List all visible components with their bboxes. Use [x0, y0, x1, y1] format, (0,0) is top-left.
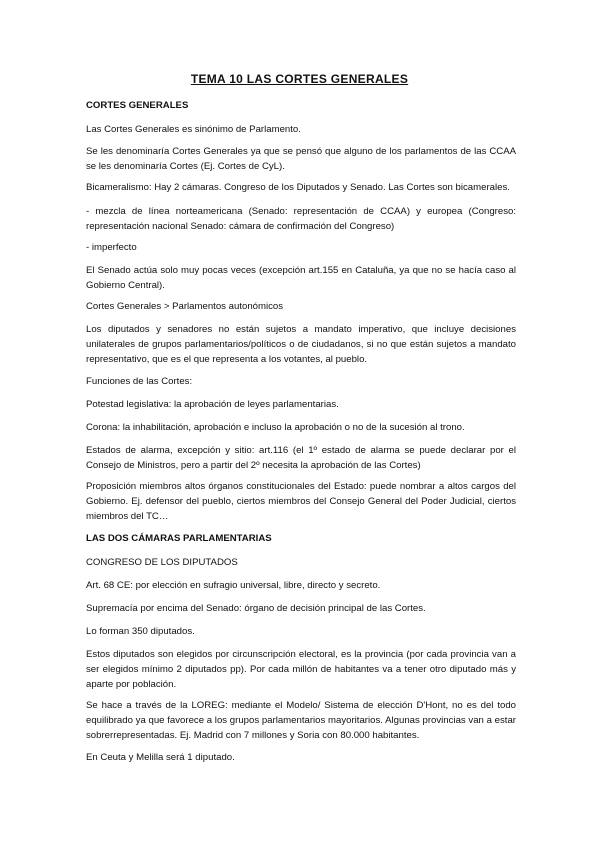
section-heading-camaras: LAS DOS CÁMARAS PARLAMENTARIAS — [86, 533, 272, 544]
paragraph: Potestad legislativa: la aprobación de leyes parlamentarias. — [86, 399, 339, 410]
paragraph: En Ceuta y Melilla será 1 diputado. — [86, 752, 235, 763]
paragraph: Corona: la inhabilitación, aprobación e incluso la aprobación o no de la sucesión al trono. — [86, 422, 465, 433]
paragraph: Los diputados y senadores no están sujetos a mandato imperativo, que incluye decisiones unilaterales de grupos parlamentarios/políticos o de ciudadanos, si no que están sujetos a mandato representativo, que es el que representa a los votantes, al pueblo. — [86, 324, 516, 365]
paragraph: Estos diputados son elegidos por circunscripción electoral, es la provincia (por cada provincia van a ser elegidos mínimo 2 diputados pp). Por cada millón de habitantes va a tener otro diputado más y aparte por población. — [86, 649, 516, 690]
paragraph: Se les denominaría Cortes Generales ya que se pensó que alguno de los parlamentos de las CCAA se les denominaría Cortes (Ej. Cortes de CyL). — [86, 146, 516, 172]
paragraph: Las Cortes Generales es sinónimo de Parlamento. — [86, 124, 301, 135]
subsection-heading-congreso: CONGRESO DE LOS DIPUTADOS — [86, 557, 238, 568]
paragraph: Supremacía por encima del Senado: órgano de decisión principal de las Cortes. — [86, 603, 426, 614]
paragraph: Se hace a través de la LOREG: mediante el Modelo/ Sistema de elección D'Hont, no es del todo equilibrado ya que favorece a los grupos parlamentarios mayoritarios. Algunas provincias van a estar sobrerrepresentadas. Ej. Madrid con 7 millones y Soria con 80.000 habitantes. — [86, 700, 516, 741]
paragraph: Cortes Generales > Parlamentos autonómicos — [86, 301, 284, 312]
section-heading-cortes-generales: CORTES GENERALES — [86, 100, 189, 111]
paragraph: Estados de alarma, excepción y sitio: art.116 (el 1º estado de alarma se puede declarar por el Consejo de Ministros, pero a partir del 2º necesita la aprobación de las Cortes) — [86, 445, 516, 471]
paragraph: Bicameralismo: Hay 2 cámaras. Congreso de los Diputados y Senado. Las Cortes son bicamerales. — [86, 182, 510, 193]
paragraph: - mezcla de línea norteamericana (Senado: representación de CCAA) y europea (Congreso: representación nacional Senado: cámara de confirmación del Congreso) — [86, 206, 516, 232]
document-title: TEMA 10 LAS CORTES GENERALES — [190, 72, 409, 86]
paragraph: Art. 68 CE: por elección en sufragio universal, libre, directo y secreto. — [86, 580, 381, 591]
paragraph: Lo forman 350 diputados. — [86, 626, 195, 637]
paragraph: El Senado actúa solo muy pocas veces (excepción art.155 en Cataluña, ya que no se hacía caso al Gobierno Central). — [86, 265, 516, 291]
paragraph: Proposición miembros altos órganos constitucionales del Estado: puede nombrar a altos cargos del Gobierno. Ej. defensor del pueblo, ciertos miembros del Consejo General del Poder Judicial, ciertos miembros del TC… — [86, 481, 516, 522]
paragraph: - imperfecto — [86, 242, 137, 253]
paragraph: Funciones de las Cortes: — [86, 376, 193, 387]
